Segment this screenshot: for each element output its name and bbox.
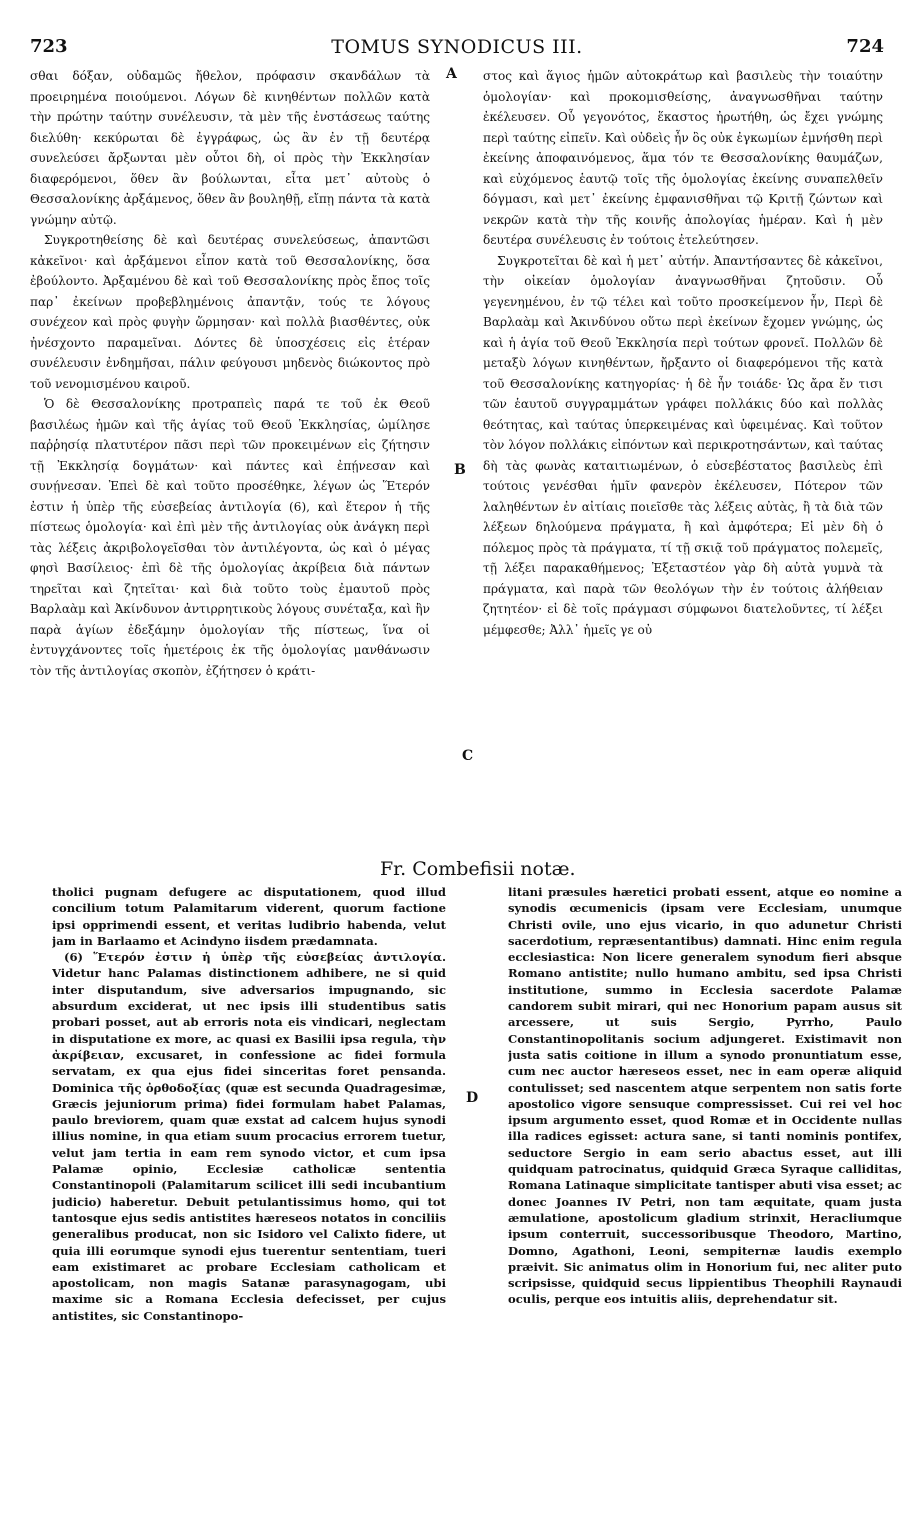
latin-right-paragraph: litani præsules hæretici probati essent, atque eo nomine a synodis œcumenicis (ipsam vere Ecclesiam, unumque Christi ovile, uno ejus vicario, in quo adunetur Christi sacerdotium, repræsentantibus) damnati. Hinc enim regula ecclesiastica: Non licere generalem synodum fieri absque Romano antistite; nullo humano ambitu, sed ipsa Christi institutione, summo in Ecclesia sacerdote Palamæ candorem subit mirari, qui nec Honorium papam ausus sit arcessere, ut suis Sergio, Pyrrho, Paulo Constantinopolitanis socium adjungeret. Existimavit non justa satis coitione in illum a synodo pronuntiatum esse, cum nec auctor hæreseos esset, nec in eam operæ aliquid contulisset; sed nascentem atque serpentem non satis forte apostolico vigore sensuque compressisset. Cui rei vel hoc ipsum argumento esset, quod Romæ et in Occidente nullas illa radices egisset: actura sane, si tanti nominis pontifex, seductore Sergio in eam serio abactus esset, aut illi quidquam patrocinatus, quidquid Græca Syraque calliditas, Romana Latinaque simplicitate tantisper abuti visa esset; ac donec Joannes IV Petri, non tam æquitate, quam justa æmulatione, apostolicum gladium strinxit, Heracliumque ipsum conterruit, successoribusque Theodoro, Martino, Domno, Agathoni, Leoni, sempiternæ laudis exemplo præivit. Sic animatus olim in Honorium fui, nec aliter puto scripsisse, quidquid secus lippientibus Theophili Raynaudi oculis, perque eos intuitis aliis, deprehendatur sit.	[508, 885, 902, 1307]
greek-left-paragraph: σθαι δόξαν, οὐδαμῶς ἤθελον, πρόφασιν σκανδάλων τὰ προειρημένα ποιούμενοι. Λόγων δὲ κινηθέντων πολλῶν κατὰ τὴν πρώτην ταύτην συνέλευσιν, τὰ μὲν τῆς ἐνστάσεως ταύτης διελύθη· κεκύρωται δὲ ἐγγράφως, ὡς ἂν ἐν τῇ δευτέρᾳ συνελεύσει ἄρξωνται μὲν οὗτοι δὴ, οἱ πρὸς τὴν Ἐκκλησίαν διαφερόμενοι, ὅθεν ἂν βούλωνται, εἶτα μετ᾽ αὐτοὺς ὁ Θεσσαλονίκης ἀρξάμενος, ὅθεν ἂν βουληθῇ, εἴπῃ πάντα τὰ κατὰ γνώμην αὐτῷ.	[30, 69, 430, 227]
margin-letter-a: A	[446, 66, 457, 82]
margin-letter-c: C	[462, 748, 474, 764]
greek-left-paragraph: Συγκροτηθείσης δὲ καὶ δευτέρας συνελεύσεως, ἀπαντῶσι κἀκεῖνοι· καὶ ἀρξάμενοι εἶπον κατὰ τοῦ Θεσσαλονίκης, ὅσα ἐβούλοντο. Ἀρξαμένου δὲ καὶ τοῦ Θεσσαλονίκης πρὸς ἔπος τοῖς παρ᾽ ἐκείνων προβεβλημένοις ἀπαντᾷν, τούς τε λόγους συνέχεον καὶ πρὸς φυγὴν ὥρμησαν· καὶ πολλὰ βιασθέντες, οὐκ ἠνέσχοντο παραμεῖναι. Δόντες δὲ ὑποσχέσεις εἰς ἑτέραν συνέλευσιν ἐνδημῆσαι, πάλιν φεύγουσι μηδενὸς διώκοντος πρὸ τοῦ νενομισμένου καιροῦ.	[30, 233, 430, 391]
right-page-number: 724	[846, 36, 884, 57]
margin-letter-d: D	[466, 1090, 479, 1106]
greek-text-left-column	[30, 66, 430, 866]
latin-left-paragraph: (6) Ἕτερόν ἐστιν ἡ ὑπὲρ τῆς εὐσεβείας ἀντιλογία. Videtur hanc Palamas distinctionem adhibere, ne si quid inter disputandum, sive adversarios impugnando, sic absurdum exciderat, ut nec ipsis illi studentibus satis probari posset, aut ab erroris nota eis vindicari, neglectam in disputatione ex more, ac quasi ex Basilii ipsa regula, τὴν ἀκρίβειαν, excusaret, in confessione ac fidei formula servatam, ex qua ejus fidei sinceritas foret pensanda. Dominica τῆς ὀρθοδοξίας (quæ est secunda Quadragesimæ, Græcis jejuniorum prima) fidei formulam habet Palamas, paulo breviorem, quam quæ exstat ad calcem hujus synodi illius nomine, in qua etiam suum procacius errorem tuetur, velut jam tertia in eam rem synodo victor, et cum ipsa Palamæ opinio, Ecclesiæ catholicæ sententia Constantinopoli (Palamitarum scilicet illi sedi incubantium judicio) haberetur. Debuit petulantissimus homo, qui tot tantosque ejus sedis antistites hæreseos notatos in conciliis generalibus producat, non sic Isidoro vel Calixto fidere, ut quia illi eorumque synodi ejus tuerentur sententiam, tueri eam existimaret ac probare Ecclesiam catholicam et apostolicam, non magis Satanæ parasynagogam, ubi maxime sic a Romana Ecclesia defecisset, per cujus antistites, sic Constantinopo-	[52, 950, 446, 1323]
left-page-number: 723	[30, 36, 68, 57]
margin-letter-b: B	[454, 462, 466, 478]
running-title: TOMUS SYNODICUS III.	[331, 36, 583, 58]
greek-left-paragraph: Ὁ δὲ Θεσσαλονίκης προτραπεὶς παρά τε τοῦ ἐκ Θεοῦ βασιλέως ἡμῶν καὶ τῆς ἁγίας τοῦ Θεοῦ Ἐκκλησίας, ὡμίλησε παῤῥησίᾳ πλατυτέρον πᾶσι περὶ τῶν προκειμένων εἰς ζήτησιν τῇ Ἐκκλησίᾳ δογμάτων· καὶ πάντες καὶ ἐπῄνεσαν καὶ συνῄνεσαν. Ἐπεὶ δὲ καὶ τοῦτο προσέθηκε, λέγων ὡς Ἕτερόν ἐστιν ἡ ὑπὲρ τῆς εὐσεβείας ἀντιλογία (6), καὶ ἕτερον ἡ τῆς πίστεως ὁμολογία· καὶ ἐπὶ μὲν τῆς ἀντιλογίας οὐκ ἀνάγκη περὶ τὰς λέξεις ἀκριβολογεῖσθαι τὸν ἀντιλέγοντα, ὡς καὶ ὁ μέγας φησὶ Βασίλειος· ἐπὶ δὲ τῆς ὁμολογίας ἀκρίβεια διὰ πάντων τηρεῖται καὶ ζητεῖται· καὶ διὰ τοῦτο τοὺς ἐμαυτοῦ πρὸς Βαρλαὰμ καὶ Ἀκίνδυνον ἀντιρρητικοὺς λόγους συνέταξα, καὶ ἣν παρὰ ἁγίων ἐδεξάμην ὁμολογίαν τῆς πίστεως, ἵνα οἱ ἐντυγχάνοντες τοῖς ἡμετέροις ἐκ τῆς ὁμολογίας μανθάνωσιν τὸν τῆς ἀντιλογίας σκοπὸν, ἐζήτησεν ὁ κράτι-	[30, 397, 430, 678]
greek-right-paragraph: στος καὶ ἅγιος ἡμῶν αὐτοκράτωρ καὶ βασιλεὺς τὴν τοιαύτην ὁμολογίαν· καὶ προκομισθείσης, ἀναγνωσθῆναι ταύτην ἐκέλευσεν. Οὗ γεγονότος, ἕκαστος ἠρωτήθη, ὡς ἔχει γνώμης περὶ ταύτης εἰπεῖν. Καὶ οὐδεὶς ἦν ὃς οὐκ ἐγκωμίων ἐμνήσθη περὶ ἐκείνης ἀποφαινόμενος, ἅμα τόν τε Θεσσαλονίκης θαυμάζων, καὶ εὐχόμενος ἑαυτῷ τοῖς τῆς ὁμολογίας ἐκείνης συναπελθεῖν δόγμασι, καὶ μετ᾽ ἐκείνης ἐμφανισθῆναι τῷ Κριτῇ ζώντων καὶ νεκρῶν κατὰ τὴν τῆς κοινῆς ἀπολογίας ἡμέραν. Καὶ ἡ μὲν δευτέρα συνέλευσις ἐν τούτοις ἐτελεύτησεν.	[483, 69, 883, 247]
greek-text-right-column	[483, 66, 883, 866]
latin-left-paragraph: tholici pugnam defugere ac disputationem, quod illud concilium totum Palamitarum viderent, quorum factione ipsi opprimendi essent, et veritas ludibrio habenda, velut jam in Barlaamo et Acindyno iisdem prædamnata.	[52, 885, 446, 948]
greek-right-paragraph: Συγκροτεῖται δὲ καὶ ἡ μετ᾽ αὐτήν. Ἀπαντήσαντες δὲ κἀκεῖνοι, τὴν οἰκείαν ὁμολογίαν ἀναγνωσθῆναι ζητοῦσιν. Οὗ γεγενημένου, ἐν τῷ τέλει καὶ τοῦτο προσκείμενον ἦν, Περὶ δὲ Βαρλαὰμ καὶ Ἀκινδύνου οὕτω περὶ ἐκείνων ἔχομεν γνώμης, ὡς καὶ ἡ ἁγία τοῦ Θεοῦ Ἐκκλησία περὶ τούτων φρονεῖ. Πολλῶν δὲ μεταξὺ λόγων κινηθέντων, ἤρξαντο οἱ διαφερόμενοι τῆς κατὰ τοῦ Θεσσαλονίκης κατηγορίας· ἡ δὲ ἦν τοιάδε· Ὡς ἄρα ἔν τισι τῶν ἑαυτοῦ συγγραμμάτων γράφει πολλάκις δύο καὶ πολλὰς θεότητας, καὶ ταύτας ὑπερκειμένας καὶ ὑφειμένας. Καὶ τοῦτον τὸν λόγον πολλάκις εἰπόντων καὶ περικροτησάντων, καὶ ταύτας δὴ τὰς φωνὰς καταιτιωμένων, ὁ εὐσεβέστατος βασιλεὺς ἐπὶ τούτοις γενέσθαι ἡμῖν φανερὸν ἐκέλευσεν, Πότερον τῶν λαληθέντων ἐν αἰτίαις ποιεῖσθε τὰς λέξεις αὐτὰς, ἢ τὰ διὰ τῶν λέξεων δηλούμενα πράγματα, ἢ καὶ ἀμφότερα; Εἰ μὲν δὴ ὁ πόλεμος πρὸς τὰ πράγματα, τί τῇ σκιᾷ τοῦ πράγματος πολεμεῖς, τῇ λέξει παρακαθήμενος; Ἐξεταστέον γὰρ δὴ αὐτὰ γυμνὰ τὰ πράγματα, καὶ παρὰ τῶν θεολόγων τὴν ἐν τούτοις ἀλήθειαν ζητητέον· εἰ δὲ τοῖς πράγμασι σύμφωνοι διατελοῦντες, τί λέξει μέμφεσθε; Ἀλλ᾽ ἡμεῖς γε οὐ	[483, 253, 883, 637]
page-header	[30, 28, 884, 68]
latin-notes-right-column	[508, 884, 902, 1524]
latin-notes-left-column	[52, 884, 446, 1524]
notes-heading: Fr. Combefisii notæ.	[380, 858, 576, 880]
